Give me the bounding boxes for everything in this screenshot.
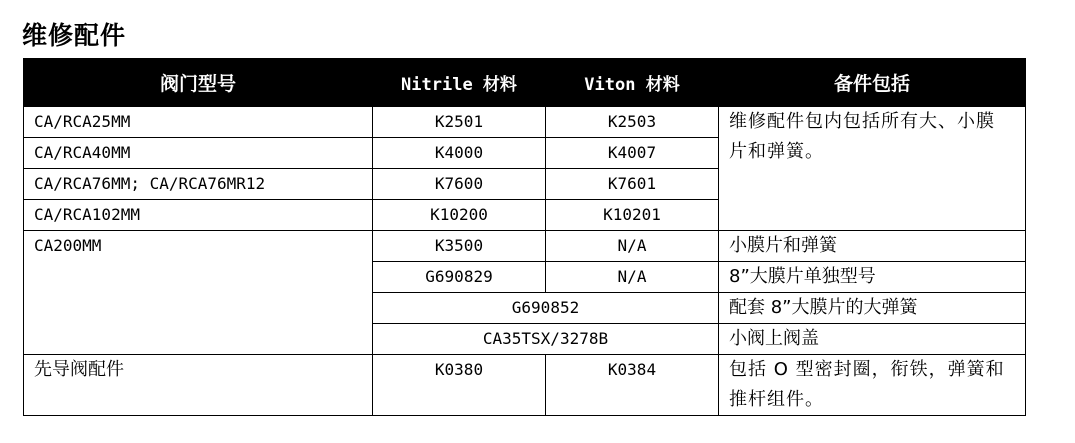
- nitrile-cell: K4000: [373, 138, 546, 169]
- spare-parts-table: [23, 58, 1026, 416]
- viton-cell: N/A: [546, 262, 719, 293]
- includes-cell: 8”大膜片单独型号: [719, 262, 1026, 293]
- section-title: 维修配件: [22, 21, 127, 50]
- nitrile-cell: K7600: [373, 169, 546, 200]
- table-row: [24, 107, 1026, 138]
- valve-model-cell: CA/RCA76MM; CA/RCA76MR12: [24, 169, 373, 200]
- header-valve-model: 阀门型号: [24, 58, 373, 107]
- nitrile-cell: K3500: [373, 231, 546, 262]
- includes-cell: 包括 O 型密封圈，衔铁，弹簧和推杆组件。: [719, 355, 1026, 416]
- valve-model-cell: 先导阀配件: [24, 355, 373, 416]
- valve-model-cell: CA/RCA40MM: [24, 138, 373, 169]
- nitrile-cell: K0380: [373, 355, 546, 416]
- includes-cell: 配套 8”大膜片的大弹簧: [719, 293, 1026, 324]
- includes-cell: 维修配件包内包括所有大、小膜片和弹簧。: [719, 107, 1026, 231]
- table-row: [24, 231, 1026, 262]
- viton-cell: K10201: [546, 200, 719, 231]
- viton-cell: K2503: [546, 107, 719, 138]
- viton-cell: K7601: [546, 169, 719, 200]
- nitrile-cell: G690829: [373, 262, 546, 293]
- header-includes: 备件包括: [719, 58, 1026, 107]
- includes-cell: 小膜片和弹簧: [719, 231, 1026, 262]
- nitrile-cell: K10200: [373, 200, 546, 231]
- valve-model-cell: CA/RCA102MM: [24, 200, 373, 231]
- valve-model-cell: CA200MM: [24, 231, 373, 355]
- viton-cell: N/A: [546, 231, 719, 262]
- table-header-row: [24, 58, 1026, 107]
- header-viton: Viton 材料: [546, 58, 719, 107]
- viton-cell: K0384: [546, 355, 719, 416]
- valve-model-cell: CA/RCA25MM: [24, 107, 373, 138]
- part-number-cell: CA35TSX/3278B: [373, 324, 719, 355]
- includes-cell: 小阀上阀盖: [719, 324, 1026, 355]
- viton-cell: K4007: [546, 138, 719, 169]
- nitrile-cell: K2501: [373, 107, 546, 138]
- part-number-cell: G690852: [373, 293, 719, 324]
- header-nitrile: Nitrile 材料: [373, 58, 546, 107]
- table-row: [24, 355, 1026, 416]
